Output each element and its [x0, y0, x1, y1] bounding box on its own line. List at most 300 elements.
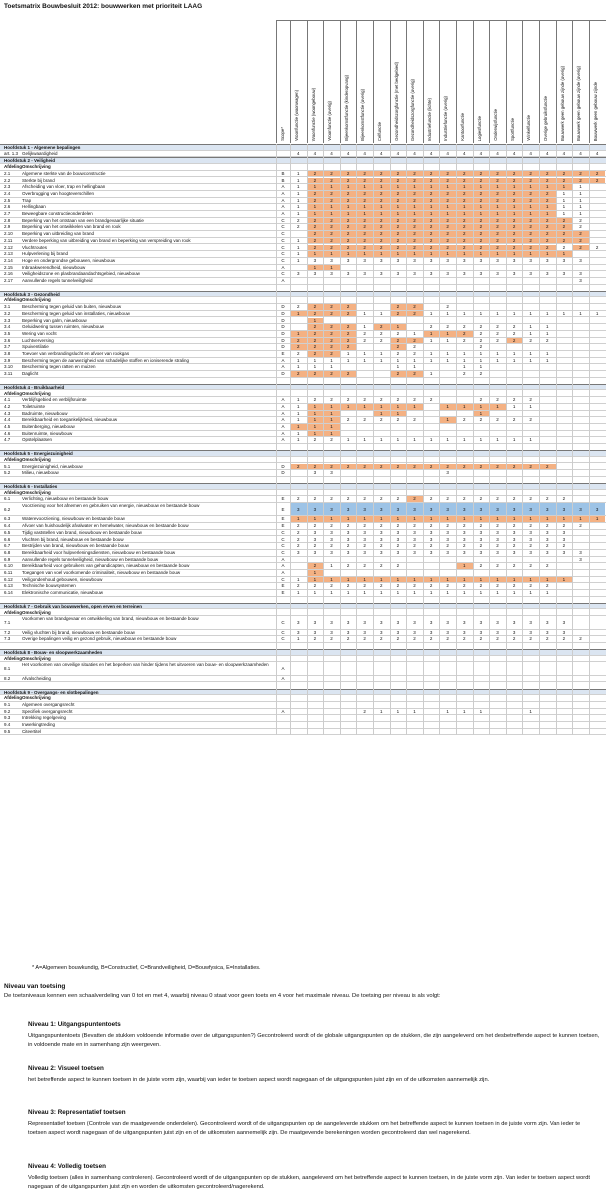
row-description: Citeertitel	[22, 728, 42, 734]
level-cell	[473, 318, 490, 324]
level-cell: 2	[556, 218, 573, 224]
level-cell	[522, 470, 539, 476]
level-cell: 2	[456, 331, 473, 337]
level-cell	[290, 324, 307, 330]
level-cell: 2	[439, 245, 456, 251]
row-code: 6.11	[4, 570, 13, 575]
level-cell	[556, 431, 573, 437]
level-cell: 1	[307, 211, 324, 217]
level-cell: 1	[423, 516, 440, 522]
level-cell: 1	[506, 211, 523, 217]
level-cell: 1	[323, 204, 340, 210]
level-cell	[556, 437, 573, 443]
level-cell	[340, 722, 357, 728]
level-cell	[522, 265, 539, 271]
level-cell: 2	[496, 417, 499, 423]
level-cell	[539, 318, 556, 324]
level-cell	[373, 722, 390, 728]
row-code: Afdeling	[4, 390, 22, 396]
level-cell: 1	[456, 577, 473, 583]
level-cell: 2	[496, 563, 499, 569]
level-cell: 2	[373, 224, 390, 230]
level-cell: 2	[456, 178, 473, 184]
row-description: Voorziening voor het afnemen en gebruiken van energie, nieuwbouw en bestaande bouw	[22, 503, 200, 508]
level-cell: 1	[406, 211, 423, 217]
level-cell	[589, 204, 606, 210]
row-code: art. 1.3	[4, 150, 19, 156]
level-cell: 1	[356, 184, 373, 190]
level-cell: 2	[380, 417, 383, 423]
level-cell: 2	[340, 304, 357, 310]
level-cell: 2	[479, 397, 483, 403]
level-cell: 2	[446, 496, 449, 502]
level-cell: 2	[522, 245, 539, 251]
level-cell: 3	[446, 620, 449, 626]
row-description: Wering van vocht	[22, 330, 57, 336]
level-cell	[589, 304, 606, 310]
level-cell: 2	[512, 397, 516, 403]
level-cell	[323, 557, 340, 563]
level-cell: 1	[446, 437, 449, 443]
level-cell: 2	[522, 218, 539, 224]
level-cell: 2	[512, 417, 516, 423]
level-cell: 3	[572, 503, 589, 515]
level-cell: 1	[439, 404, 456, 410]
level-cell	[572, 351, 589, 357]
level-cell	[340, 278, 357, 284]
row-code: 3.3	[4, 317, 11, 323]
level-cell: 2	[479, 324, 483, 330]
level-cell: 1	[423, 211, 440, 217]
level-cell: 1	[323, 424, 340, 430]
row-scope: E	[281, 507, 285, 512]
level-cell: 2	[396, 583, 400, 589]
level-cell	[356, 411, 373, 417]
level-cell	[589, 271, 606, 277]
level-cell: 3	[330, 257, 333, 263]
row-scope: E	[281, 523, 285, 529]
level-cell: 2	[297, 351, 300, 356]
row-scope: A	[281, 197, 285, 203]
level-cell	[572, 265, 589, 271]
row-scope: C	[281, 536, 285, 542]
page-title: Toetsmatrix Bouwbesluit 2012: bouwwerken met prioriteit LAAG	[4, 3, 203, 10]
level-cell	[340, 557, 357, 563]
level-cell: 2	[307, 191, 324, 197]
section-header	[0, 384, 606, 391]
level-cell	[307, 662, 324, 674]
level-cell	[390, 722, 407, 728]
level-cell	[307, 722, 324, 728]
level-cell	[539, 662, 556, 674]
level-cell: 2	[506, 231, 523, 237]
level-cell	[589, 265, 606, 271]
level-2-title: Niveau 2: Visueel toetsen	[28, 1065, 104, 1072]
level-cell: 1	[323, 404, 340, 410]
level-cell	[356, 278, 373, 284]
table-row	[0, 516, 606, 523]
level-cell: 2	[562, 523, 566, 529]
level-cell: 2	[496, 583, 499, 589]
level-cell: 2	[439, 171, 456, 177]
level-cell: 2	[313, 543, 317, 549]
level-cell: 1	[356, 404, 373, 410]
level-cell: 1	[429, 437, 433, 443]
level-cell: 2	[390, 178, 407, 184]
level-cell	[473, 676, 490, 682]
row-code: 3.9	[4, 357, 11, 363]
row-code: 4.5	[4, 424, 11, 429]
section-header	[0, 649, 606, 656]
level-cell: 2	[546, 523, 549, 529]
level-cell: 1	[473, 211, 490, 217]
level-cell: 3	[313, 549, 317, 555]
row-scope: C	[281, 217, 285, 223]
level-cell: 2	[406, 304, 423, 310]
level-cell: 3	[380, 271, 383, 277]
row-scope: C	[281, 251, 285, 257]
level-cell: 2	[522, 191, 539, 197]
row-code: 4.7	[4, 437, 11, 443]
level-cell: 3	[439, 503, 456, 515]
level-cell: 3	[562, 620, 566, 626]
level-cell: 2	[539, 171, 556, 177]
table-row	[0, 278, 606, 285]
level-cell: 2	[463, 496, 466, 502]
level-cell: 2	[307, 238, 324, 244]
level-cell: 2	[380, 397, 383, 403]
grid-line	[406, 144, 407, 735]
level-cell: 2	[529, 417, 532, 423]
level-cell: 3	[512, 529, 516, 535]
grid-line	[556, 144, 557, 735]
row-code: 3.8	[4, 351, 11, 356]
row-scope: A	[281, 708, 285, 714]
level-cell: 1	[290, 516, 307, 522]
level-cell: 2	[313, 636, 317, 642]
level-cell	[572, 662, 589, 674]
level-cell: 2	[390, 224, 407, 230]
grid-line	[373, 144, 374, 735]
level-cell: 2	[539, 191, 556, 197]
level-cell	[522, 411, 539, 417]
level-cell: 2	[406, 198, 423, 204]
level-cell: 1	[423, 331, 440, 337]
level-cell: 3	[330, 470, 333, 476]
level-cell: 2	[439, 231, 456, 237]
level-cell	[406, 470, 423, 476]
level-cell: 1	[297, 636, 300, 642]
level-cell: 2	[356, 238, 373, 244]
level-cell	[522, 570, 539, 576]
level-cell: 3	[529, 529, 532, 535]
row-code: 6.4	[4, 523, 11, 529]
level-cell: 2	[473, 198, 490, 204]
row-description: Badruimte, nieuwbouw	[22, 410, 68, 416]
level-cell: 3	[512, 536, 516, 542]
level-cell: 2	[373, 191, 390, 197]
level-cell: 4	[346, 150, 350, 156]
level-cell	[390, 431, 407, 437]
row-scope: E	[281, 516, 285, 522]
level-cell: 3	[346, 271, 350, 277]
level-cell: 1	[313, 357, 317, 363]
level-cell	[556, 338, 573, 344]
level-cell: 2	[307, 311, 324, 317]
level-cell: 3	[463, 536, 466, 542]
level-cell: 2	[307, 231, 324, 237]
level-cell: 2	[373, 324, 390, 330]
level-cell: 2	[506, 171, 523, 177]
level-cell: 1	[463, 364, 466, 370]
level-cell: 2	[479, 344, 483, 350]
level-cell	[589, 577, 606, 583]
level-cell: 1	[297, 403, 300, 409]
level-cell: 3	[463, 549, 466, 555]
level-cell: 1	[473, 204, 490, 210]
level-cell: 1	[506, 516, 523, 522]
level-cell: 1	[380, 310, 383, 316]
level-cell	[539, 570, 556, 576]
level-cell	[589, 278, 606, 284]
level-cell	[556, 676, 573, 682]
level-cell: 2	[506, 238, 523, 244]
level-cell	[340, 676, 357, 682]
table-row	[0, 662, 606, 675]
level-cell	[572, 364, 589, 370]
column-header	[390, 20, 407, 143]
level-cell: 1	[390, 204, 407, 210]
level-cell	[572, 709, 589, 715]
level-cell	[539, 404, 556, 410]
level-cell: 2	[446, 543, 449, 549]
level-cell: 2	[380, 337, 383, 343]
level-cell: 1	[463, 357, 466, 363]
level-cell: 1	[522, 184, 539, 190]
level-cell: 1	[413, 364, 416, 370]
table-row	[0, 636, 606, 643]
level-cell: 1	[340, 211, 357, 217]
level-cell	[572, 371, 589, 377]
level-cell: 1	[572, 516, 589, 522]
level-cell	[589, 616, 606, 628]
level-cell: 2	[396, 496, 400, 502]
level-cell	[423, 729, 440, 735]
level-cell: 3	[429, 257, 433, 263]
level-cell	[290, 570, 307, 576]
row-code: Afdeling	[4, 164, 22, 170]
table-row	[0, 318, 606, 325]
level-cell: 2	[380, 496, 383, 502]
row-code: 6.9	[4, 556, 11, 562]
level-cell: 1	[522, 516, 539, 522]
level-cell	[356, 702, 373, 708]
level-cell: 1	[463, 437, 466, 443]
column-header	[290, 20, 307, 143]
column-header-label: Woonfunctie (woonwagen)	[294, 90, 299, 141]
level-cell: 2	[589, 171, 606, 177]
level-cell	[390, 662, 407, 674]
table-row	[0, 211, 606, 218]
level-cell: 2	[489, 464, 506, 470]
niveau-description: De toetsniveaus kennen een schaalverdeling van 0 tot en met 4, waarbij niveau 0 staat voor geen toets en 4 voor het maximale niveau. De toetsing per niveau is als volgt:	[4, 993, 441, 999]
level-cell: 3	[479, 257, 483, 263]
level-cell: 3	[562, 536, 566, 542]
level-cell	[307, 702, 324, 708]
level-cell	[290, 231, 307, 237]
level-cell	[390, 265, 407, 271]
row-code: 6.8	[4, 549, 11, 555]
table-row	[0, 570, 606, 577]
level-cell	[539, 364, 556, 370]
row-scope: C	[281, 549, 285, 555]
level-cell	[539, 702, 556, 708]
level-cell	[589, 563, 606, 569]
level-cell: 3	[512, 549, 516, 555]
level-cell: 2	[429, 523, 433, 529]
level-cell: 3	[579, 257, 582, 263]
level-cell: 2	[429, 496, 433, 502]
row-description: Hulpverlening bij brand	[22, 251, 69, 257]
level-cell	[406, 715, 423, 721]
table-row	[0, 324, 606, 331]
level-cell	[356, 722, 373, 728]
row-scope: E	[281, 583, 285, 589]
row-scope: B	[281, 170, 285, 176]
level-cell: 3	[423, 503, 440, 515]
level-cell	[473, 278, 490, 284]
level-cell: 2	[473, 171, 490, 177]
level-cell: 2	[539, 224, 556, 230]
row-description: Hoge en ondergrondse gebouwen, nieuwbouw	[22, 257, 116, 263]
level-cell: 3	[529, 271, 532, 277]
level-cell: 2	[496, 330, 499, 336]
table-row	[0, 437, 606, 444]
level-cell	[589, 358, 606, 364]
level-cell	[373, 431, 390, 437]
level-cell: 1	[496, 437, 499, 443]
table-row	[0, 417, 606, 424]
table-row	[0, 184, 606, 191]
level-cell	[390, 278, 407, 284]
row-scope: E	[281, 496, 285, 502]
level-cell: 2	[423, 171, 440, 177]
level-cell: 2	[330, 583, 333, 589]
level-cell: 3	[479, 629, 483, 635]
level-cell: 3	[512, 271, 516, 277]
level-cell: 1	[307, 424, 324, 430]
row-code: 7.1	[4, 620, 11, 626]
grid-line	[423, 144, 424, 735]
level-cell	[423, 702, 440, 708]
level-cell	[522, 278, 539, 284]
level-cell	[489, 676, 506, 682]
level-cell: 2	[479, 563, 483, 569]
row-description: Aanvullende regels tunnelveiligheid, nieuwbouw en bestaande bouw	[22, 556, 159, 562]
section-title: Hoofdstuk 1 - Algemene bepalingen	[4, 145, 81, 150]
level-cell	[489, 265, 506, 271]
level-cell	[340, 729, 357, 735]
level-cell: 1	[380, 351, 383, 356]
level-cell: 2	[323, 344, 340, 350]
level-cell	[373, 278, 390, 284]
level-cell	[356, 431, 373, 437]
level-cell: 2	[307, 324, 324, 330]
level-cell	[439, 431, 456, 437]
level-cell: 3	[479, 620, 483, 626]
level-cell: 2	[406, 178, 423, 184]
row-description: Gelijkwaardigheid	[22, 150, 58, 156]
level-cell	[423, 411, 440, 417]
level-cell	[423, 318, 440, 324]
level-cell	[589, 702, 606, 708]
level-cell: 2	[456, 224, 473, 230]
level-cell: 2	[512, 496, 516, 502]
level-cell: 1	[595, 310, 599, 316]
row-description: Toegangen van voel voorkomende criminaliteit, nieuwbouw en bestaande bouw	[22, 570, 181, 575]
level-cell: 2	[340, 191, 357, 197]
row-code: 7.3	[4, 636, 11, 642]
row-description: Elektronische communicatie, nieuwbouw	[22, 590, 104, 596]
level-cell: 1	[463, 590, 466, 596]
row-scope: A	[281, 675, 285, 681]
level-cell: 1	[522, 251, 539, 257]
row-description: Hellingbaan	[22, 204, 46, 210]
level-cell: 2	[439, 218, 456, 224]
level-cell: 2	[307, 464, 324, 470]
level-cell	[572, 431, 589, 437]
level-cell: 1	[413, 437, 416, 443]
level-cell: 1	[396, 357, 400, 363]
level-cell	[589, 371, 606, 377]
level-cell: 1	[323, 251, 340, 257]
level-cell: 2	[413, 543, 416, 549]
level-cell: 2	[479, 330, 483, 336]
level-cell	[589, 258, 606, 264]
level-cell: 2	[463, 371, 466, 377]
level-cell: 4	[512, 150, 516, 156]
level-cell: 2	[496, 636, 499, 642]
row-description: Voorkomen van brandgevaar en ontwikkeling van brand, nieuwbouw en bestaande bouw	[22, 616, 199, 622]
level-cell: 1	[506, 577, 523, 583]
level-cell: 1	[546, 351, 549, 356]
level-cell: 2	[579, 224, 582, 230]
level-cell: 3	[380, 257, 383, 263]
level-cell: 2	[390, 218, 407, 224]
level-cell: 3	[413, 536, 416, 542]
level-cell	[539, 417, 556, 423]
level-cell	[539, 715, 556, 721]
level-cell	[406, 324, 423, 330]
level-cell: 1	[496, 351, 499, 356]
level-cell: 2	[479, 337, 483, 343]
column-header-label: Gezondheidszorgfunctie (overig)	[410, 78, 416, 141]
level-cell: 2	[473, 178, 490, 184]
grid-line	[506, 144, 507, 735]
row-code: 6.1	[4, 496, 11, 502]
column-header-label: Kantoorfunctie	[460, 113, 465, 141]
level-cell	[456, 318, 473, 324]
level-cell	[390, 729, 407, 735]
level-cell: 2	[406, 191, 423, 197]
row-scope: A	[281, 424, 285, 429]
level-cell: 1	[456, 211, 473, 217]
level-cell	[589, 364, 606, 370]
row-code: 3.1	[4, 304, 11, 310]
table-row	[0, 523, 606, 530]
level-cell: 3	[290, 503, 307, 515]
level-cell	[539, 722, 556, 728]
